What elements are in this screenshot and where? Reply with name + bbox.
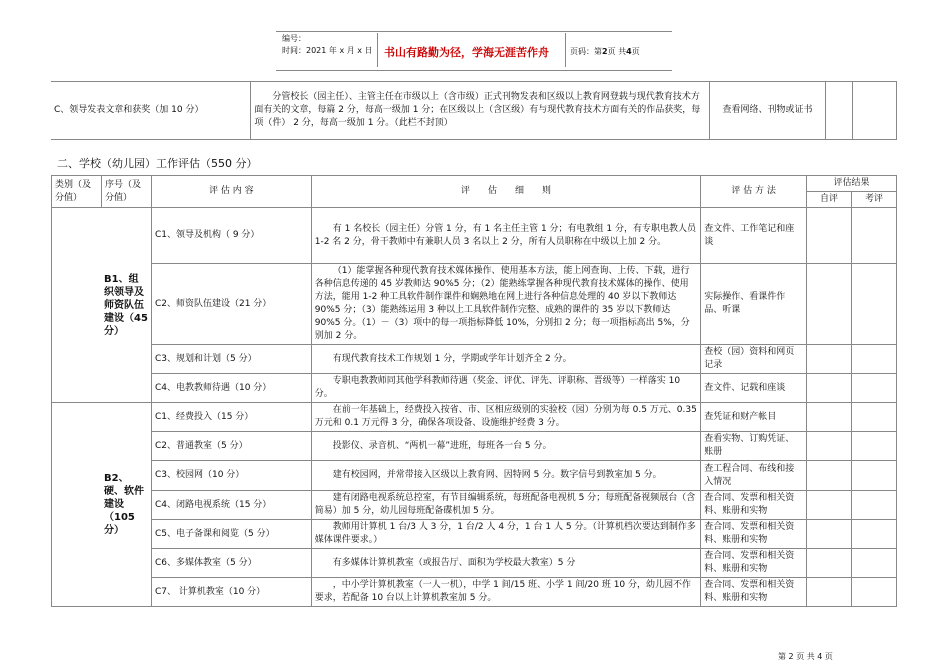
item-cell: C4、电教教师待遇（10 分） (151, 374, 311, 403)
item-cell: C、领导发表文章和获奖（加 10 分） (51, 82, 251, 140)
header-method: 评 估 方 法 (701, 176, 807, 208)
category-cell: B2、硬、软件建设（105 分） (52, 403, 152, 607)
table-row (52, 461, 897, 491)
table-row (52, 403, 897, 432)
detail-cell: 有多媒体计算机教室（或报告厅、面积为学校最大教室）5 分 (311, 549, 700, 578)
section-title: 二、学校（幼儿园）工作评估（550 分） (57, 157, 258, 170)
table-row (52, 432, 897, 461)
item-cell: C7、 计算机教室（10 分） (151, 578, 311, 607)
table-row (52, 578, 897, 607)
header-divider (377, 33, 378, 67)
table-row (52, 374, 897, 403)
header-content: 评 估 内 容 (151, 176, 311, 208)
method-cell: 实际操作、看课件作品、听课 (701, 264, 807, 345)
detail-cell: 分管校长（园主任）、主管主任在市级以上（含市级）正式刊物发表和区级以上教育网登载与现代教育技术方面有关的文章，每篇 2 分，每高一级加 1 分；在区级以上（含区级）有与现代教育技术方面有关的作品获奖，每项（件） 2 分，每高一级加 1 分。（此栏不封顶） (251, 82, 710, 140)
table-row (52, 345, 897, 374)
self-cell (807, 520, 852, 549)
header-detail: 评 估 细 则 (311, 176, 700, 208)
method-cell: 查文件、工作笔记和座谈 (701, 208, 807, 264)
review-cell (852, 549, 897, 578)
continuation-table (51, 81, 897, 140)
detail-cell: 专职电教教师同其他学科教师待遇（奖金、评优、评先、评职称、晋级等）一样落实 10 分。 (311, 374, 700, 403)
method-cell: 查合同、发票和相关资料、账册和实物 (701, 578, 807, 607)
evaluation-table (51, 175, 897, 607)
table-row (52, 549, 897, 578)
time-label: 时间：2021 年 x 月 x 日 (282, 46, 373, 55)
review-cell (852, 82, 896, 140)
method-cell: 查凭证和财产帐目 (701, 403, 807, 432)
review-cell (852, 403, 897, 432)
detail-cell: 教师用计算机 1 台/3 人 3 分，1 台/2 人 4 分，1 台 1 人 5 分。（计算机档次要达到制作多媒体课件要求。） (311, 520, 700, 549)
header-review: 考评 (852, 192, 897, 208)
header-self: 自评 (807, 192, 852, 208)
self-cell (807, 549, 852, 578)
method-cell: 查看实物、订购凭证、账册 (701, 432, 807, 461)
page-footer: 第 2 页 共 4 页 (778, 652, 833, 661)
detail-cell: 有现代教育技术工作规划 1 分，学期或学年计划齐全 2 分。 (311, 345, 700, 374)
table-row (52, 491, 897, 520)
review-cell (852, 461, 897, 491)
detail-cell: ，中小学计算机教室（一人一机），中学 1 间/15 班、小学 1 间/20 班 10 分，幼儿园不作要求，若配备 10 台以上计算机教室加 5 分。 (311, 578, 700, 607)
detail-cell: 建有闭路电视系统总控室，有节目编辑系统，每班配备电视机 5 分；每班配备视频展台（含简易）加 5 分，幼儿园每班配备碟机加 5 分。 (311, 491, 700, 520)
self-cell (807, 345, 852, 374)
header-meta (282, 33, 373, 57)
method-cell: 查校（园）资料和网页记录 (701, 345, 807, 374)
self-cell (807, 461, 852, 491)
header-result: 评估结果 (807, 176, 897, 192)
self-cell (807, 491, 852, 520)
detail-cell: 有 1 名校长（园主任）分管 1 分，有 1 名主任主管 1 分；有电教组 1 分，有专职电教人员 1-2 名 2 分，骨干教师中有兼职人员 3 名以上 2 分，所有人员职称在中级以上加 2 分。 (311, 208, 700, 264)
method-cell: 查合同、发票和相关资料、账册和实物 (701, 549, 807, 578)
self-cell (807, 432, 852, 461)
detail-cell: 投影仪、录音机、“两机一幕”进班，每班各一台 5 分。 (311, 432, 700, 461)
item-cell: C2、师资队伍建设（21 分） (151, 264, 311, 345)
detail-cell: 在前一年基础上，经费投入按省、市、区相应级别的实验校（园）分别为每 0.5 万元、0.35 万元和 0.1 万元得 3 分，确保各项设备、设施维护经费 3 分。 (311, 403, 700, 432)
item-cell: C1、经费投入（15 分） (151, 403, 311, 432)
review-cell (852, 491, 897, 520)
item-cell: C2、普通教室（5 分） (151, 432, 311, 461)
review-cell (852, 374, 897, 403)
review-cell (852, 578, 897, 607)
self-cell (807, 578, 852, 607)
method-cell: 查合同、发票和相关资料、账册和实物 (701, 520, 807, 549)
self-cell (807, 374, 852, 403)
table-row (51, 82, 897, 140)
review-cell (852, 432, 897, 461)
table-row (52, 520, 897, 549)
table-row (52, 264, 897, 345)
review-cell (852, 208, 897, 264)
review-cell (852, 345, 897, 374)
table-row (52, 208, 897, 264)
review-cell (852, 264, 897, 345)
self-cell (807, 208, 852, 264)
item-cell: C5、电子备课和阅览（5 分） (151, 520, 311, 549)
detail-cell: 建有校园网，并常带接入区级以上教育网、因特网 5 分。数字信号到教室加 5 分。 (311, 461, 700, 491)
item-cell: C3、规划和计划（5 分） (151, 345, 311, 374)
item-cell: C6、多媒体教室（5 分） (151, 549, 311, 578)
self-cell (807, 264, 852, 345)
item-cell: C4、闭路电视系统（15 分） (151, 491, 311, 520)
method-cell: 查文件、记载和座谈 (701, 374, 807, 403)
method-cell: 查看网络、刊物或证书 (710, 82, 826, 140)
header-page-number: 页码：第2页 共4页 (570, 47, 640, 56)
header-seq: 序号（及分值） (101, 176, 151, 208)
method-cell: 查合同、发票和相关资料、账册和实物 (701, 491, 807, 520)
self-cell (825, 82, 852, 140)
header-divider (565, 33, 566, 67)
item-cell: C3、校园网（10 分） (151, 461, 311, 491)
category-cell: B1、组织领导及师资队伍建设（45 分） (52, 208, 152, 403)
review-cell (852, 520, 897, 549)
method-cell: 查工程合同、布线和接入情况 (701, 461, 807, 491)
item-cell: C1、领导及机构（ 9 分） (151, 208, 311, 264)
code-label: 编号： (282, 34, 306, 43)
detail-cell: （1）能掌握各种现代教育技术媒体操作、使用基本方法，能上网查询、上传、下载，进行各种信息传递的 45 岁教师达 90%5 分；（2）能熟练掌握各种现代教育技术媒体的操作、使用方法，能用 1-2 种工具软件制作课件和娴熟地在网上进行各种信息处理的 40 岁以下教师达 90%5 分；（3）能熟练运用 3 种以上工具软件制作完整、成熟的课件的 35 岁以下教师达 90%5 分。（1）－（3）项中的每一项指标降低 10%，分别扣 2 分；每一项指标高出 5%，分别加 2 分。 (311, 264, 700, 345)
header-motto: 书山有路勤为径，学海无涯苦作舟 (384, 46, 549, 59)
header-row (52, 176, 897, 192)
header-category: 类别（及分值） (52, 176, 102, 208)
self-cell (807, 403, 852, 432)
